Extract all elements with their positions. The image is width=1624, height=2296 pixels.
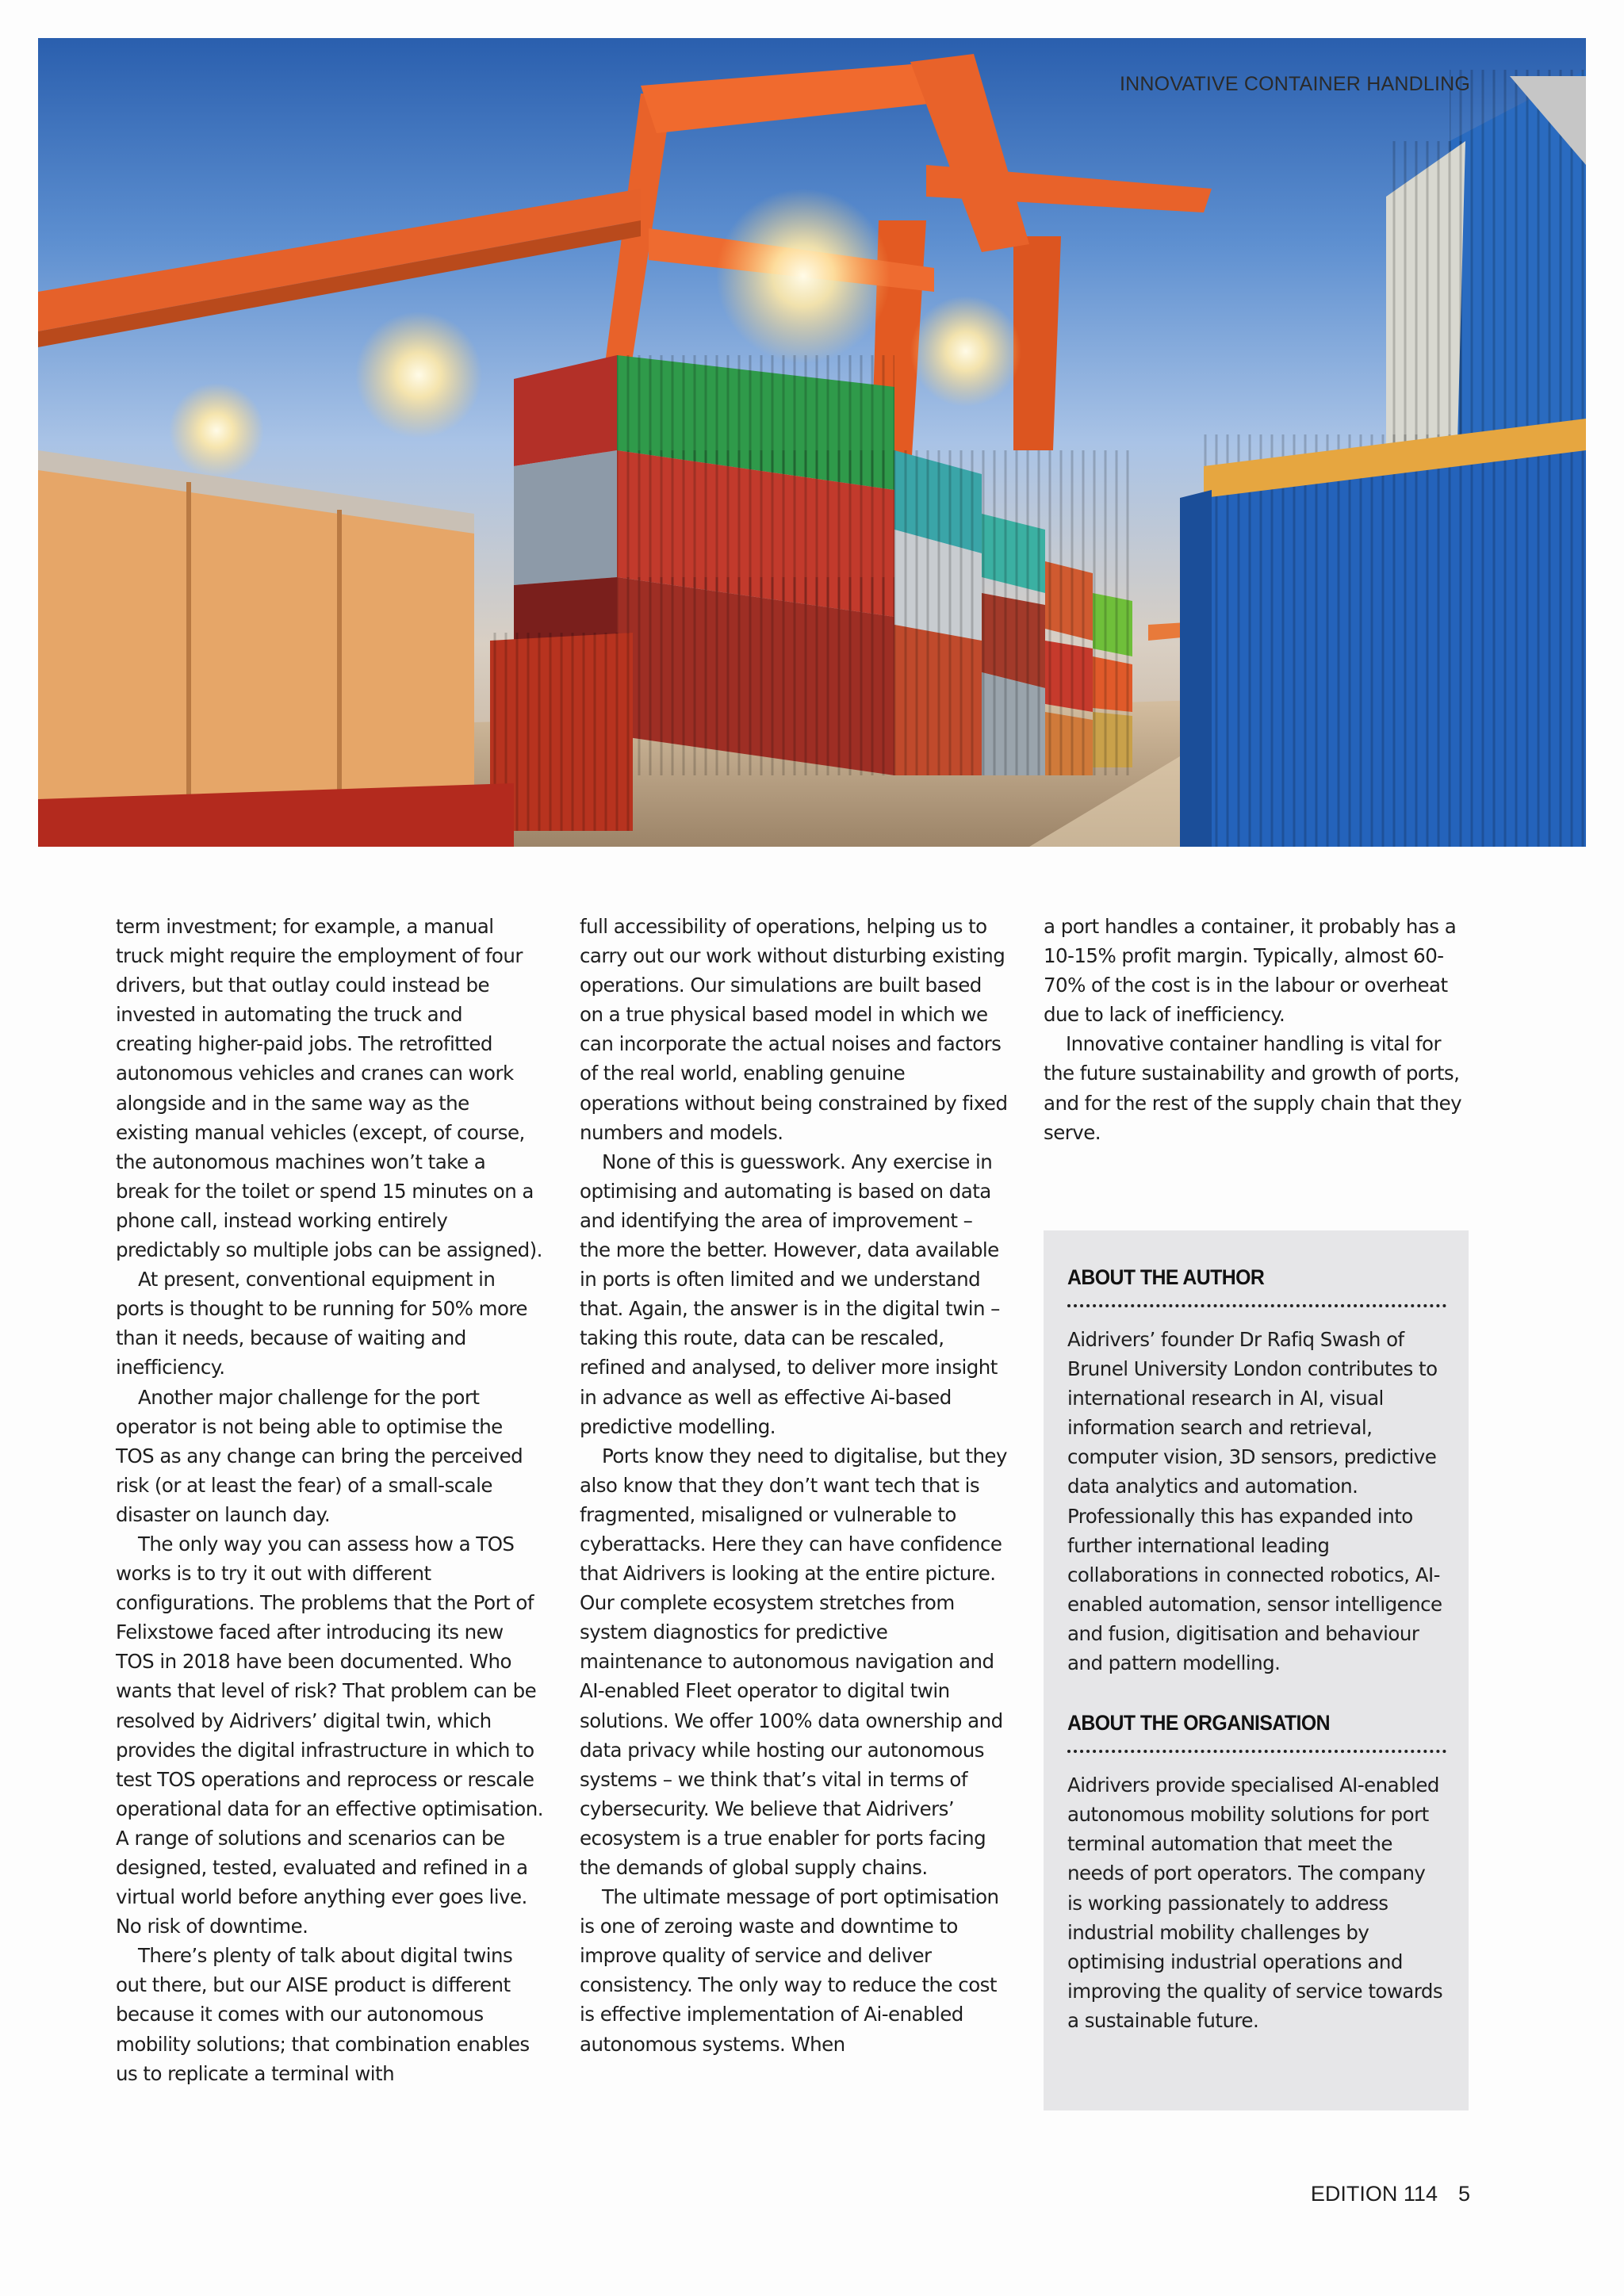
paragraph: At present, conventional equipment in ports is thought to be running for 50% more than it needs, because of waiting and inefficiency. xyxy=(116,1268,527,1380)
paragraph: term investment; for example, a manual truck might require the employment of four drivers, but that outlay could instead be invested in automating the truck and creating higher-paid jobs. The retrofitted autonomous vehicles and cranes can work alongside and in the same way as the existing manual vehicles (except, of course, the autonomous machines won’t take a break for the toilet or spend 15 minutes on a phone call, instead working entirely predictably so multiple jobs can be assigned). xyxy=(116,915,542,1262)
page-number: 5 xyxy=(1457,2182,1470,2206)
article-column-2 xyxy=(580,912,1008,2059)
hero-photo xyxy=(38,38,1586,847)
about-author-heading: ABOUT THE AUTHOR xyxy=(1067,1265,1265,1289)
paragraph: None of this is guesswork. Any exercise in optimising and automating is based on data and identifying the area of improvement – the more the better. However, data available in ports is often limited and we understand that. Again, the answer is in the digital twin – taking this route, data can be rescaled, refined and analysed, to deliver more insight in advance as well as effective Ai-based predictive modelling. xyxy=(580,1150,1000,1438)
about-author-text: Aidrivers’ founder Dr Rafiq Swash of Brunel University London contributes to international research in AI, visual information search and retrieval, computer vision, 3D sensors, predictive data analytics and automation. Professionally this has expanded into further international leading collaborations in connected robotics, AI-enabled automation, sensor intelligence and fusion, digitisation and behaviour and pattern modelling. xyxy=(1067,1328,1442,1675)
paragraph: Ports know they need to digitalise, but they also know that they don’t want tech that is fragmented, misaligned or vulnerable to cyberattacks. Here they can have confidence that Aidrivers is looking at the entire picture. Our complete ecosystem stretches from system diagnostics for predictive maintenance to autonomous navigation and AI-enabled Fleet operator to digital twin solutions. We offer 100% data ownership and data privacy while hosting our autonomous systems – we think that’s vital in terms of cybersecurity. We believe that Aidrivers’ ecosystem is a true enabler for ports facing the demands of global supply chains. xyxy=(580,1444,1007,1879)
paragraph: There’s plenty of talk about digital twins out there, but our AISE product is different because it comes with our autonomous mobility solutions; that combination enables us to replicate a terminal with xyxy=(116,1944,530,2085)
edition-label: EDITION 114 xyxy=(1310,2182,1438,2206)
paragraph: a port handles a container, it probably has a 10-15% profit margin. Typically, almost 60-70% of the cost is in the labour or overheat due to lack of inefficiency. xyxy=(1044,915,1457,1027)
about-organisation-text: Aidrivers provide specialised AI-enabled autonomous mobility solutions for port terminal automation that meet the needs of port operators. The company is working passionately to address industrial mobility challenges by optimising industrial operations and improving the quality of service towards a sustainable future. xyxy=(1067,1774,1443,2032)
article-column-3 xyxy=(1044,912,1472,1147)
article-column-1 xyxy=(116,912,544,2088)
paragraph: The ultimate message of port optimisation is one of zeroing waste and downtime to improve quality of service and deliver consistency. The only way to reduce the cost is effective implementation of Ai-enabled autonomous systems. When xyxy=(580,1885,999,2056)
about-sidebar xyxy=(1044,1230,1469,2110)
paragraph: full accessibility of operations, helping us to carry out our work without disturbing existing operations. Our simulations are built based on a true physical based model in which we can incorporate the actual noises and factors of the real world, enabling genuine operations without being constrained by fixed numbers and models. xyxy=(580,915,1008,1144)
paragraph: Another major challenge for the port operator is not being able to optimise the TOS as any change can bring the perceived risk (or at least the fear) of a small-scale disaster on launch day. xyxy=(116,1385,523,1526)
paragraph: Innovative container handling is vital for the future sustainability and growth of ports, and for the rest of the supply chain that they serve. xyxy=(1044,1032,1462,1144)
section-label: INNOVATIVE CONTAINER HANDLING xyxy=(1120,73,1470,95)
dotted-divider xyxy=(1067,1304,1446,1307)
dotted-divider xyxy=(1067,1750,1446,1753)
about-organisation-heading: ABOUT THE ORGANISATION xyxy=(1067,1711,1331,1735)
page-footer xyxy=(1311,2182,1470,2206)
container-port-photo-icon xyxy=(38,38,1586,847)
paragraph: The only way you can assess how a TOS works is to try it out with different configurations. The problems that the Port of Felixstowe faced after introducing its new TOS in 2018 have been documented. Who wants that level of risk? That problem can be resolved by Aidrivers’ digital twin, which provides the digital infrastructure in which to test TOS operations and reprocess or rescale operational data for an effective optimisation. A range of solutions and scenarios can be designed, tested, evaluated and refined in a virtual world before anything ever goes live. No risk of downtime. xyxy=(116,1532,543,1938)
